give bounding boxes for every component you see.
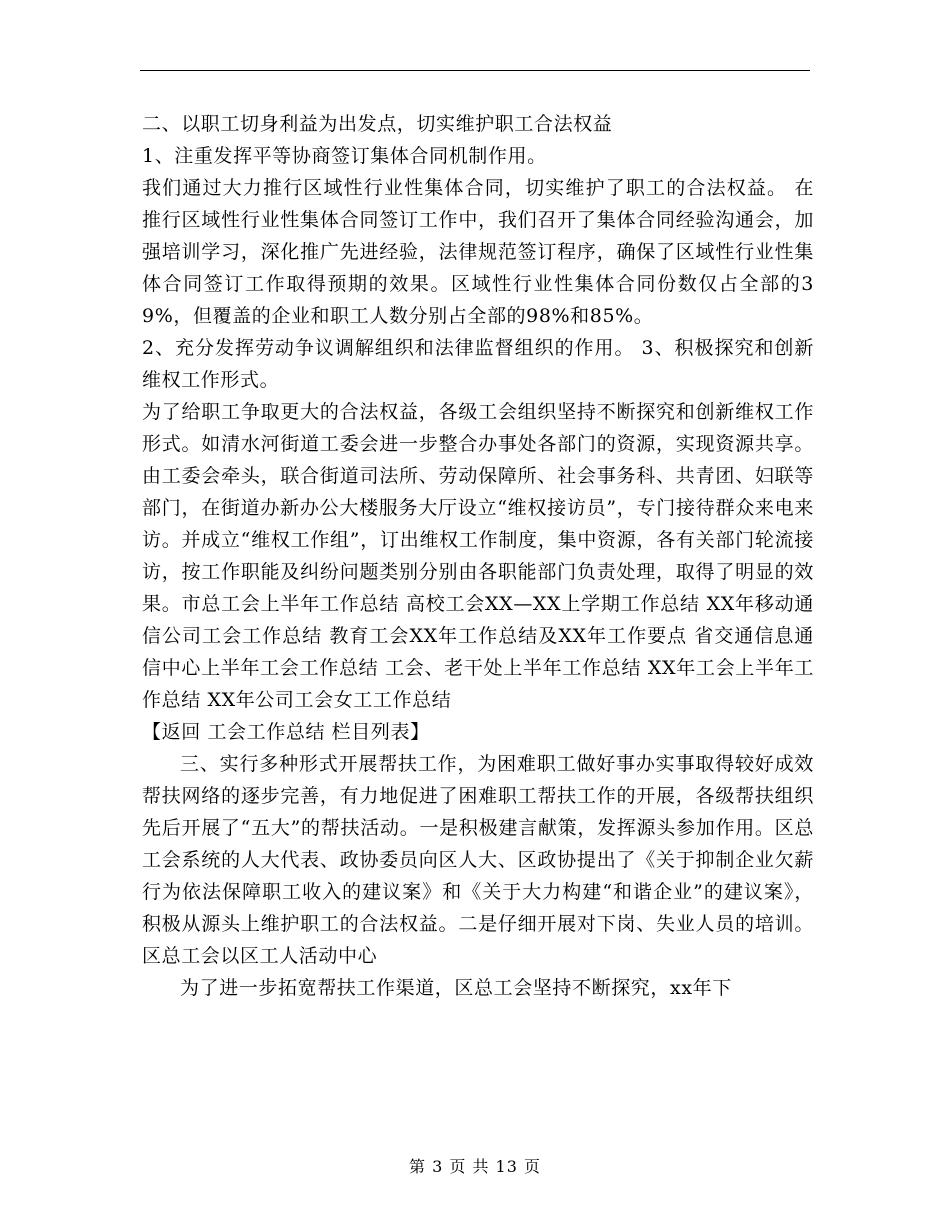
- subsection-heading-2-3: 2、充分发挥劳动争议调解组织和法律监督组织的作用。 3、积极探究和创新维权工作形式。: [142, 337, 814, 391]
- return-link[interactable]: 【返回 工会工作总结 栏目列表】: [142, 721, 430, 743]
- paragraph-collective-contracts: 我们通过大力推行区域性行业性集体合同，切实维护了职工的合法权益。 在推行区域性行业性集体合同签订工作中，我们召开了集体合同经验沟通会，加强培训学习，深化推广先进经验，法律规范签订程序，确保了区域性行业性集体合同签订工作取得预期的效果。区域性行业性集体合同份数仅占全部的39%，但覆盖的企业和职工人数分别占全部的98%和85%。: [142, 177, 814, 327]
- section-heading-2: 二、以职工切身利益为出发点，切实维护职工合法权益: [142, 113, 613, 135]
- subsection-heading-1: 1、注重发挥平等协商签订集体合同机制作用。: [142, 145, 547, 167]
- document-body: [142, 108, 814, 1004]
- header-rule: [140, 70, 810, 71]
- page-number-footer: 第 3 页 共 13 页: [409, 1157, 541, 1176]
- paragraph-assistance-channels: 为了进一步拓宽帮扶工作渠道，区总工会坚持不断探究，xx年下: [180, 977, 732, 999]
- paragraph-assistance-work: 三、实行多种形式开展帮扶工作，为困难职工做好事办实事取得较好成效 帮扶网络的逐步完善，有力地促进了困难职工帮扶工作的开展，各级帮扶组织先后开展了“五大”的帮扶活动。一是积极建言献策，发挥源头参加作用。区总工会系统的人大代表、政协委员向区人大、区政协提出了《关于抑制企业欠薪行为依法保障职工收入的建议案》和《关于大力构建“和谐企业”的建议案》，积极从源头上维护职工的合法权益。二是仔细开展对下岗、失业人员的培训。区总工会以区工人活动中心: [142, 753, 814, 967]
- paragraph-rights-protection: 为了给职工争取更大的合法权益，各级工会组织坚持不断探究和创新维权工作形式。如清水河街道工委会进一步整合办事处各部门的资源，实现资源共享。由工委会牵头，联合街道司法所、劳动保障所、社会事务科、共青团、妇联等部门，在街道办新办公大楼服务大厅设立“维权接访员”，专门接待群众来电来访。并成立“维权工作组”，订出维权工作制度，集中资源，各有关部门轮流接访，按工作职能及纠纷问题类别分别由各职能部门负责处理，取得了明显的效果。市总工会上半年工作总结 高校工会XX—XX上学期工作总结 XX年移动通信公司工会工作总结 教育工会XX年工作总结及XX年工作要点 省交通信息通信中心上半年工会工作总结 工会、老干处上半年工作总结 XX年工会上半年工作总结 XX年公司工会女工工作总结: [142, 401, 814, 711]
